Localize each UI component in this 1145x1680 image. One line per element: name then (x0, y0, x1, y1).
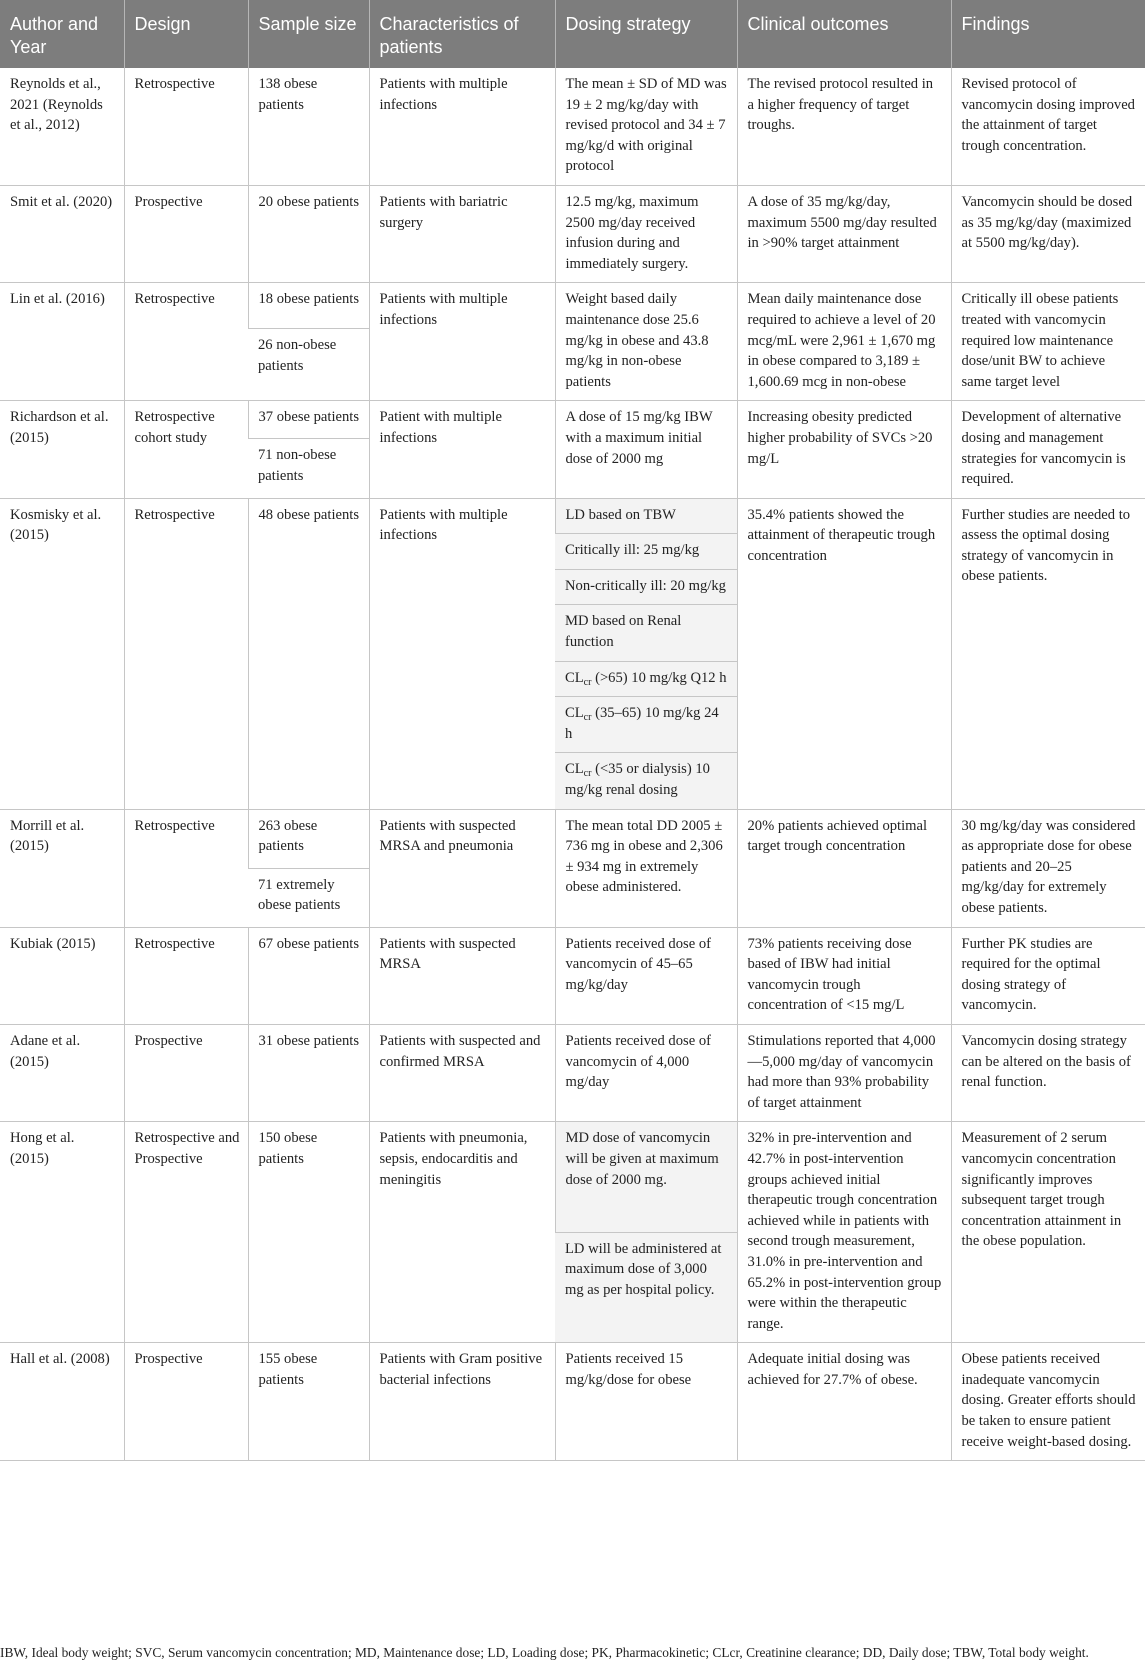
sample-size-cell: 263 obese patients (248, 809, 369, 868)
design-cell: Prospective (124, 1024, 248, 1121)
dosing-cell: The mean ± SD of MD was 19 ± 2 mg/kg/day with revised protocol and 34 ± 7 mg/kg/d with original protocol (555, 68, 737, 185)
header-dosing-strategy: Dosing strategy (555, 0, 737, 68)
findings-cell: Critically ill obese patients treated with vancomycin required low maintenance dose/unit BW to achieve same target level (951, 283, 1145, 401)
dosing-cell: LD based on TBW (555, 498, 737, 534)
sample-size-cell: 138 obese patients (248, 68, 369, 185)
author-cell: Kosmisky et al. (2015) (0, 498, 124, 809)
findings-cell: Revised protocol of vancomycin dosing improved the attainment of target trough concentration. (951, 68, 1145, 185)
author-cell: Hall et al. (2008) (0, 1343, 124, 1461)
design-cell: Retrospective (124, 498, 248, 809)
sample-size-cell: 18 obese patients (248, 283, 369, 329)
findings-cell: Further PK studies are required for the optimal dosing strategy of vancomycin. (951, 927, 1145, 1024)
dosing-cell: 12.5 mg/kg, maximum 2500 mg/day received infusion during and immediately surgery. (555, 185, 737, 282)
findings-cell: Further studies are needed to assess the optimal dosing strategy of vancomycin in obese patients. (951, 498, 1145, 809)
author-cell: Adane et al. (2015) (0, 1024, 124, 1121)
sample-size-cell: 71 non-obese patients (248, 439, 369, 499)
design-cell: Retrospective (124, 809, 248, 927)
dosing-cell: Patients received dose of vancomycin of 45–65 mg/kg/day (555, 927, 737, 1024)
table-row (0, 498, 1145, 534)
sample-size-cell: 37 obese patients (248, 401, 369, 439)
characteristics-cell: Patients with Gram positive bacterial infections (369, 1343, 555, 1461)
dosing-cell: A dose of 15 mg/kg IBW with a maximum initial dose of 2000 mg (555, 401, 737, 498)
dosing-cell: Critically ill: 25 mg/kg (555, 534, 737, 570)
table-row (0, 1024, 1145, 1121)
header-sample-size: Sample size (248, 0, 369, 68)
characteristics-cell: Patients with multiple infections (369, 68, 555, 185)
outcomes-cell: Adequate initial dosing was achieved for 27.7% of obese. (737, 1343, 951, 1461)
author-cell: Richardson et al. (2015) (0, 401, 124, 498)
characteristics-cell: Patients with pneumonia, sepsis, endocarditis and meningitis (369, 1122, 555, 1343)
author-cell: Morrill et al. (2015) (0, 809, 124, 927)
design-cell: Retrospective cohort study (124, 401, 248, 498)
findings-cell: Measurement of 2 serum vancomycin concentration significantly improves subsequent target trough concentration attainment in the obese population. (951, 1122, 1145, 1343)
author-cell: Reynolds et al., 2021 (Reynolds et al., 2012) (0, 68, 124, 185)
dosing-cell: MD based on Renal function (555, 605, 737, 661)
table-row (0, 1122, 1145, 1232)
table-row (0, 283, 1145, 329)
findings-cell: Development of alternative dosing and management strategies for vancomycin is required. (951, 401, 1145, 498)
dosing-cell: Weight based daily maintenance dose 25.6 mg/kg in obese and 43.8 mg/kg in non-obese patients (555, 283, 737, 401)
header-row (0, 0, 1145, 68)
design-cell: Prospective (124, 1343, 248, 1461)
sample-size-cell: 31 obese patients (248, 1024, 369, 1121)
findings-cell: Vancomycin dosing strategy can be altered on the basis of renal function. (951, 1024, 1145, 1121)
dosing-cell: The mean total DD 2005 ± 736 mg in obese and 2,306 ± 934 mg in extremely obese administered. (555, 809, 737, 927)
design-cell: Retrospective (124, 927, 248, 1024)
sample-size-cell: 150 obese patients (248, 1122, 369, 1343)
outcomes-cell: A dose of 35 mg/kg/day, maximum 5500 mg/day resulted in >90% target attainment (737, 185, 951, 282)
header-author-year: Author and Year (0, 0, 124, 68)
table-row (0, 401, 1145, 439)
design-cell: Retrospective (124, 68, 248, 185)
outcomes-cell: Mean daily maintenance dose required to achieve a level of 20 mcg/mL were 2,961 ± 1,670 mg in obese compared to 3,189 ± 1,600.69 mcg in non-obese (737, 283, 951, 401)
author-cell: Smit et al. (2020) (0, 185, 124, 282)
table-body (0, 68, 1145, 1461)
header-design: Design (124, 0, 248, 68)
sample-size-cell: 67 obese patients (248, 927, 369, 1024)
outcomes-cell: 32% in pre-intervention and 42.7% in post-intervention groups achieved initial therapeutic trough concentration achieved while in patients with second trough measurement, 31.0% in pre-intervention and 65.2% in post-intervention group were within the therapeutic range. (737, 1122, 951, 1343)
table-row (0, 927, 1145, 1024)
dosing-cell: Patients received 15 mg/kg/dose for obese (555, 1343, 737, 1461)
findings-cell: Obese patients received inadequate vancomycin dosing. Greater efforts should be taken to ensure patient receive weight-based dosing. (951, 1343, 1145, 1461)
outcomes-cell: Increasing obesity predicted higher probability of SVCs >20 mg/L (737, 401, 951, 498)
characteristics-cell: Patients with multiple infections (369, 283, 555, 401)
dosing-cell: Patients received dose of vancomycin of 4,000 mg/day (555, 1024, 737, 1121)
table-footnote: IBW, Ideal body weight; SVC, Serum vancomycin concentration; MD, Maintenance dose; LD, Loading dose; PK, Pharmacokinetic; CLcr, Creatinine clearance; DD, Daily dose; TBW, Total body weight. (0, 1645, 1089, 1660)
sample-size-cell: 20 obese patients (248, 185, 369, 282)
outcomes-cell: Stimulations reported that 4,000—5,000 mg/day of vancomycin had more than 93% probability of target attainment (737, 1024, 951, 1121)
sample-size-cell: 155 obese patients (248, 1343, 369, 1461)
dosing-cell: $CL_{cr}$ (<35 or dialysis) 10 mg/kg renal dosing (555, 753, 737, 809)
characteristics-cell: Patients with bariatric surgery (369, 185, 555, 282)
outcomes-cell: The revised protocol resulted in a higher frequency of target troughs. (737, 68, 951, 185)
dosing-cell: LD will be administered at maximum dose of 3,000 mg as per hospital policy. (555, 1232, 737, 1342)
characteristics-cell: Patients with suspected MRSA and pneumonia (369, 809, 555, 927)
sample-size-cell: 48 obese patients (248, 498, 369, 809)
dosing-cell: MD dose of vancomycin will be given at maximum dose of 2000 mg. (555, 1122, 737, 1232)
table-row (0, 185, 1145, 282)
dosing-cell: Non-critically ill: 20 mg/kg (555, 569, 737, 605)
author-cell: Kubiak (2015) (0, 927, 124, 1024)
outcomes-cell: 35.4% patients showed the attainment of therapeutic trough concentration (737, 498, 951, 809)
outcomes-cell: 73% patients receiving dose based of IBW had initial vancomycin trough concentration of <15 mg/L (737, 927, 951, 1024)
design-cell: Retrospective and Prospective (124, 1122, 248, 1343)
author-cell: Hong et al. (2015) (0, 1122, 124, 1343)
table-row (0, 1343, 1145, 1461)
author-cell: Lin et al. (2016) (0, 283, 124, 401)
sample-size-cell: 71 extremely obese patients (248, 868, 369, 927)
sample-size-cell: 26 non-obese patients (248, 329, 369, 401)
characteristics-cell: Patients with suspected and confirmed MRSA (369, 1024, 555, 1121)
findings-cell: 30 mg/kg/day was considered as appropriate dose for obese patients and 20–25 mg/kg/day for extremely obese patients. (951, 809, 1145, 927)
characteristics-cell: Patients with multiple infections (369, 498, 555, 809)
dosing-cell: $CL_{cr}$ (35–65) 10 mg/kg 24 h (555, 697, 737, 753)
findings-cell: Vancomycin should be dosed as 35 mg/kg/day (maximized at 5500 mg/kg/day). (951, 185, 1145, 282)
header-characteristics: Characteristics of patients (369, 0, 555, 68)
characteristics-cell: Patient with multiple infections (369, 401, 555, 498)
design-cell: Retrospective (124, 283, 248, 401)
header-findings: Findings (951, 0, 1145, 68)
outcomes-cell: 20% patients achieved optimal target trough concentration (737, 809, 951, 927)
characteristics-cell: Patients with suspected MRSA (369, 927, 555, 1024)
table-row (0, 68, 1145, 185)
header-clinical-outcomes: Clinical outcomes (737, 0, 951, 68)
table-row (0, 809, 1145, 868)
dosing-cell: $CL_{cr}$ (>65) 10 mg/kg Q12 h (555, 661, 737, 697)
design-cell: Prospective (124, 185, 248, 282)
